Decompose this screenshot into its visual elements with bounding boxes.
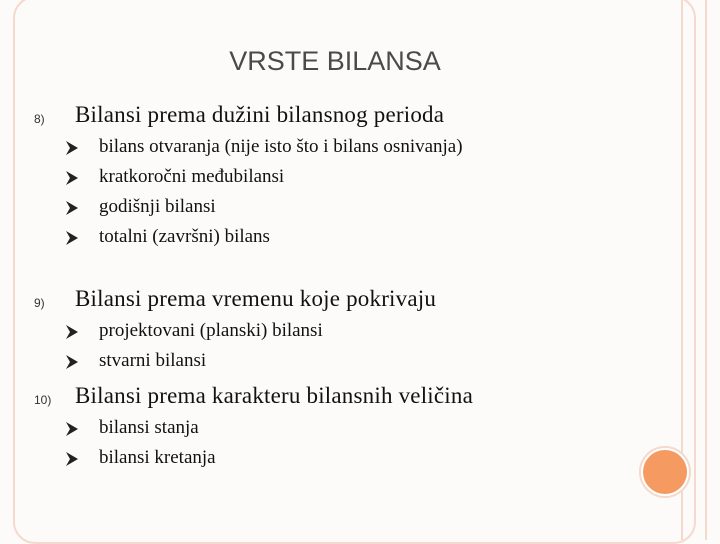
arrowhead-bullet-icon <box>66 201 78 215</box>
section-heading: Bilansi prema karakteru bilansnih veličina <box>75 383 473 408</box>
section-heading: Bilansi prema dužini bilansnog perioda <box>75 102 445 127</box>
arrowhead-bullet-icon <box>66 231 78 245</box>
arrowhead-bullet-icon <box>66 171 78 185</box>
list-item: bilans otvaranja (nije isto što i bilans osnivanja) <box>99 136 463 157</box>
arrowhead-bullet-icon <box>66 141 78 155</box>
section-number: 8) <box>34 112 45 126</box>
section-number: 10) <box>34 393 52 407</box>
list-item: stvarni bilansi <box>99 350 207 371</box>
arrowhead-bullet-icon <box>66 355 78 369</box>
section-heading: Bilansi prema vremenu koje pokrivaju <box>75 286 437 311</box>
arrowhead-bullet-icon <box>66 422 78 436</box>
section-number: 9) <box>34 296 45 310</box>
decorative-rail <box>705 0 707 540</box>
arrowhead-bullet-icon <box>66 452 78 466</box>
list-item: kratkoročni međubilansi <box>99 166 285 187</box>
arrowhead-bullet-icon <box>66 325 78 339</box>
list-item: totalni (završni) bilans <box>99 226 270 247</box>
list-item: projektovani (planski) bilansi <box>99 320 323 341</box>
slide-title: VRSTE BILANSA <box>229 46 441 76</box>
list-item: bilansi kretanja <box>99 447 216 468</box>
decorative-orange-circle <box>643 450 687 494</box>
list-item: godišnji bilansi <box>99 196 216 217</box>
list-item: bilansi stanja <box>99 417 199 438</box>
